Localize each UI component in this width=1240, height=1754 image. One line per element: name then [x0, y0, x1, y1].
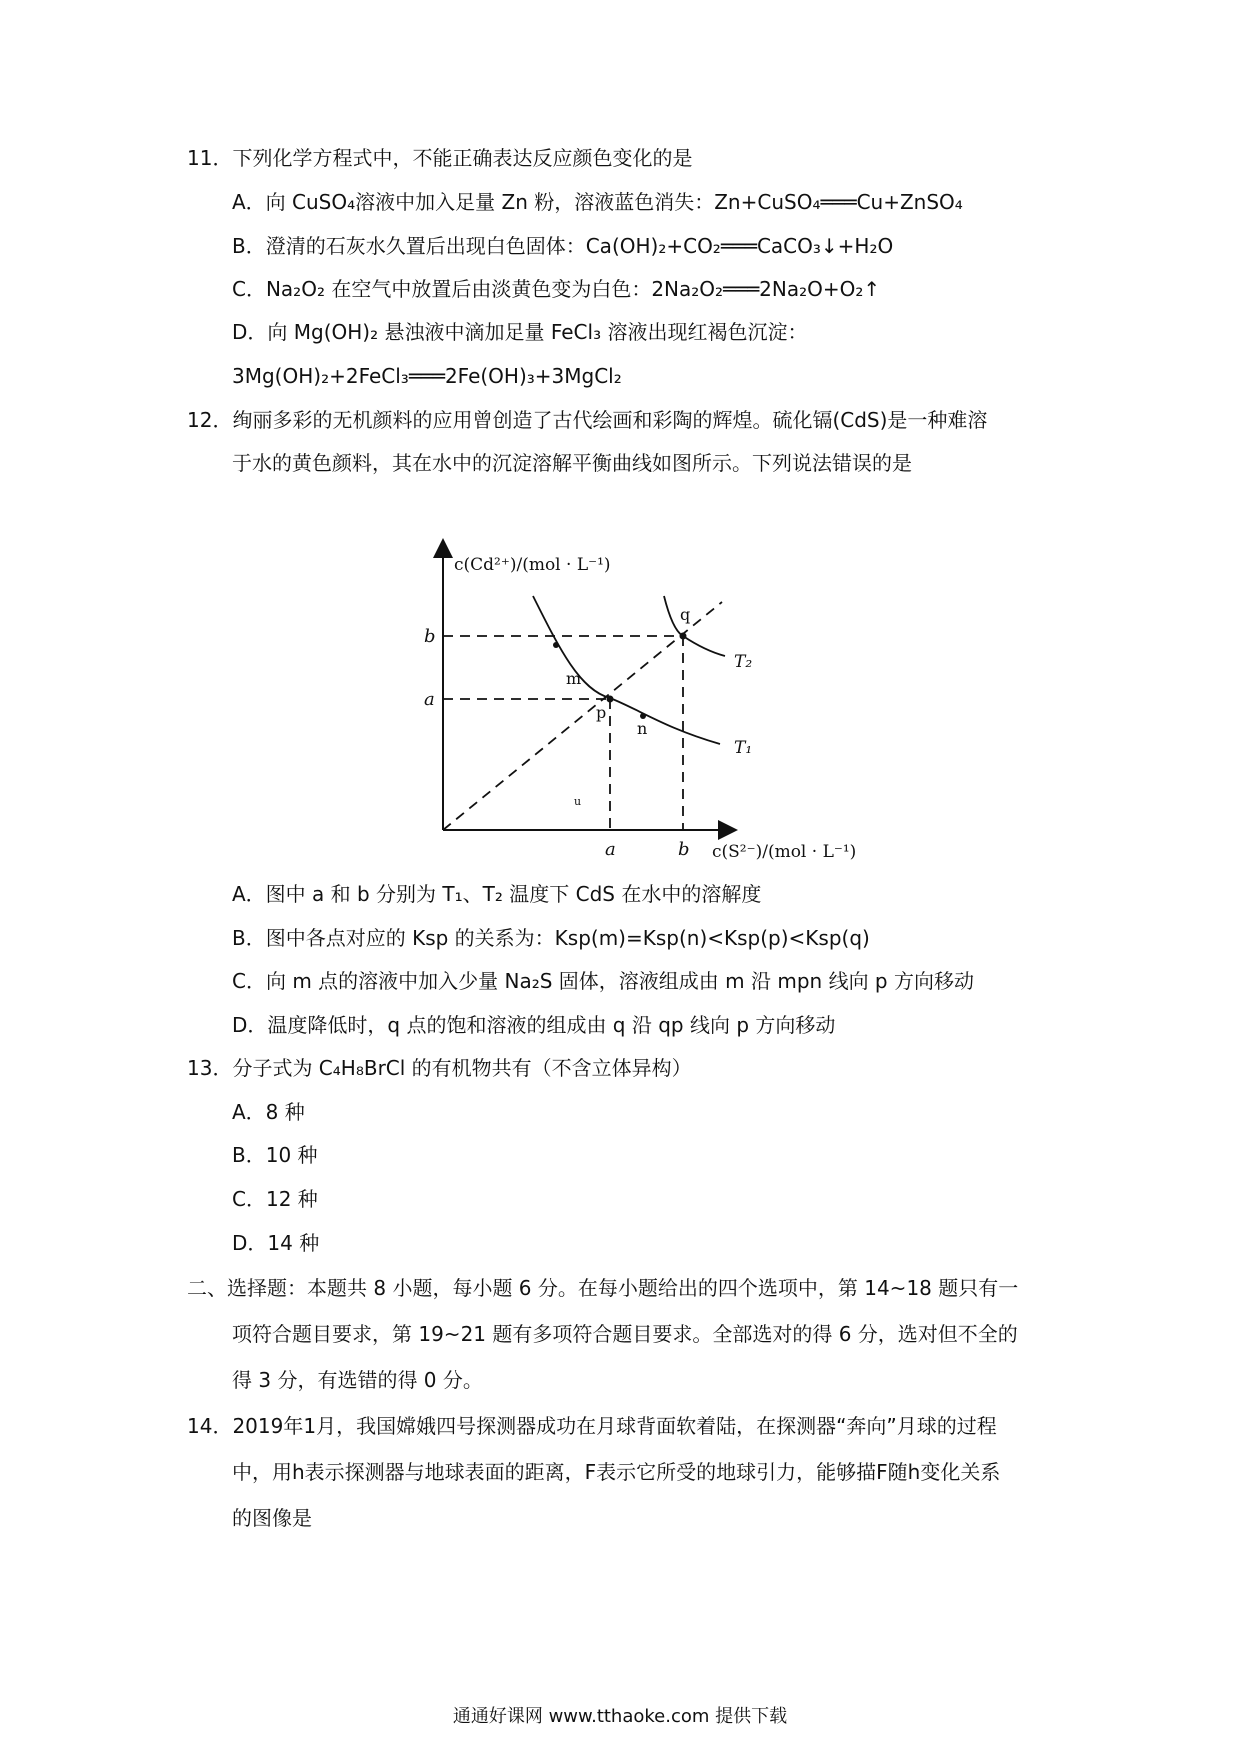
label-m: m — [566, 669, 582, 688]
q12-option-b: B．图中各点对应的 Ksp 的关系为：Ksp(m)=Ksp(n)<Ksp(p)<Ksp(q) — [232, 926, 870, 950]
q14-line3: 的图像是 — [232, 1506, 312, 1530]
y-tick-a: a — [424, 689, 435, 710]
label-n: n — [637, 719, 648, 738]
curve-t1 — [533, 596, 720, 744]
q12-stem-line1: 12．绚丽多彩的无机颜料的应用曾创造了古代绘画和彩陶的辉煌。硫化镉(CdS)是一种难溶 — [187, 408, 988, 432]
q12-option-d: D．温度降低时，q 点的饱和溶液的组成由 q 沿 qp 线向 p 方向移动 — [232, 1013, 836, 1037]
q12-option-c: C．向 m 点的溶液中加入少量 Na₂S 固体，溶液组成由 m 沿 mpn 线向 p 方向移动 — [232, 969, 974, 993]
label-t2: T₂ — [734, 652, 753, 672]
q11-option-a: A．向 CuSO₄溶液中加入足量 Zn 粉，溶液蓝色消失：Zn+CuSO₄═══Cu+ZnSO₄ — [232, 190, 963, 214]
y-tick-b: b — [424, 626, 436, 647]
q13-option-a: A．8 种 — [232, 1100, 305, 1124]
q11-option-d-equation: 3Mg(OH)₂+2FeCl₃═══2Fe(OH)₃+3MgCl₂ — [232, 364, 622, 388]
q13-option-c: C．12 种 — [232, 1187, 318, 1211]
label-p: p — [596, 703, 607, 722]
q11-option-b: B．澄清的石灰水久置后出现白色固体：Ca(OH)₂+CO₂═══CaCO₃↓+H₂O — [232, 234, 894, 258]
curve-t2 — [664, 596, 725, 656]
point-q-dot — [680, 633, 687, 640]
footer-source: 通通好课网 www.tthaoke.com 提供下载 — [452, 1706, 788, 1727]
q13-stem: 13．分子式为 C₄H₈BrCl 的有机物共有（不含立体异构） — [187, 1056, 692, 1080]
x-tick-b: b — [678, 839, 690, 860]
q11-stem: 11．下列化学方程式中，不能正确表达反应颜色变化的是 — [187, 146, 693, 170]
label-q: q — [680, 605, 691, 624]
q11-option-d: D．向 Mg(OH)₂ 悬浊液中滴加足量 FeCl₃ 溶液出现红褐色沉淀： — [232, 320, 808, 344]
q12-option-a: A．图中 a 和 b 分别为 T₁、T₂ 温度下 CdS 在水中的溶解度 — [232, 882, 762, 906]
q12-stem-line2: 于水的黄色颜料，其在水中的沉淀溶解平衡曲线如图所示。下列说法错误的是 — [232, 451, 912, 475]
stray-mark: u — [574, 795, 582, 808]
q11-option-c: C．Na₂O₂ 在空气中放置后由淡黄色变为白色：2Na₂O₂═══2Na₂O+O₂↑ — [232, 277, 881, 301]
label-t1: T₁ — [734, 738, 753, 758]
point-p-dot — [607, 696, 614, 703]
section2-line1: 二、选择题：本题共 8 小题，每小题 6 分。在每小题给出的四个选项中，第 14~18 题只有一 — [187, 1276, 1019, 1300]
x-tick-a: a — [605, 839, 616, 860]
q14-line2: 中，用h表示探测器与地球表面的距离，F表示它所受的地球引力，能够描F随h变化关系 — [232, 1460, 1001, 1484]
section2-line2: 项符合题目要求，第 19~21 题有多项符合题目要求。全部选对的得 6 分，选对但不全的 — [232, 1322, 1018, 1346]
y-axis-label: c(Cd²⁺)/(mol · L⁻¹) — [454, 555, 611, 575]
section2-line3: 得 3 分，有选错的得 0 分。 — [232, 1368, 483, 1392]
q14-line1: 14．2019年1月，我国嫦娥四号探测器成功在月球背面软着陆，在探测器“奔向”月球的过程 — [187, 1414, 997, 1438]
point-m-dot — [553, 642, 559, 648]
x-axis-label: c(S²⁻)/(mol · L⁻¹) — [712, 842, 857, 862]
q13-option-b: B．10 种 — [232, 1143, 318, 1167]
q13-option-d: D．14 种 — [232, 1231, 320, 1255]
